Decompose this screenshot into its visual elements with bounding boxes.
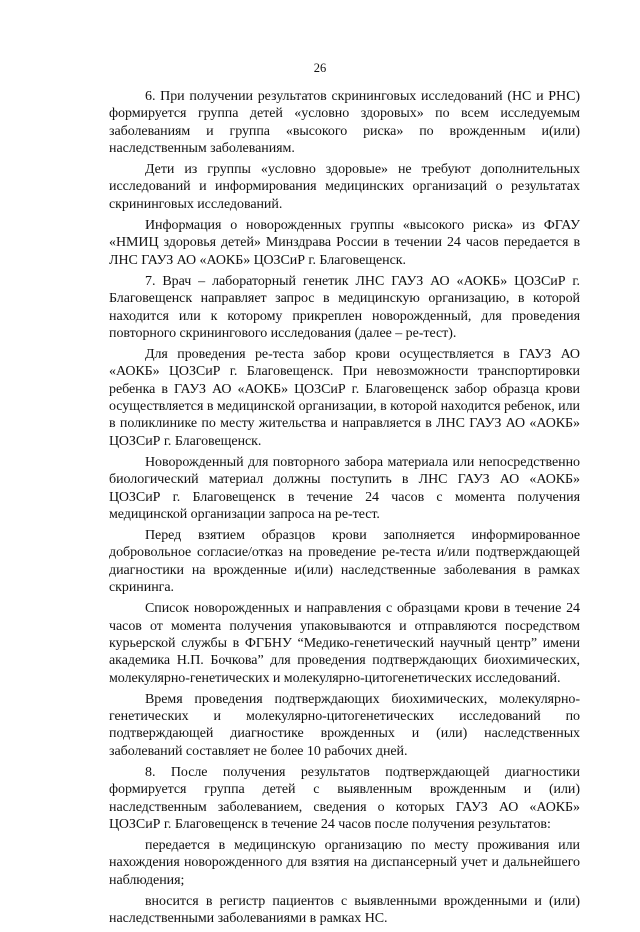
paragraph-sample-shipping: Список новорожденных и направления с образцами крови в течение 24 часов от момента получения упаковываются и отправляются посредством курьерской службы в ФГБНУ “Медико-генетический научный центр” имени академика Н.П. Бочкова” для проведения подтверждающих биохимических, молекулярно-генетических и молекулярно-цитогенетических исследований. xyxy=(109,601,580,686)
paragraph-informed-consent: Перед взятием образцов крови заполняется информированное добровольное согласие/отказ на проведение ре-теста и/или подтверждающей диагностики на врожденные и(или) наследственные заболевания в рамках скрининга. xyxy=(109,528,580,596)
page-number: 26 xyxy=(313,61,327,75)
paragraph-conditionally-healthy: Дети из группы «условно здоровые» не требуют дополнительных исследований и информирования медицинских организаций о результатах скрининговых исследований. xyxy=(109,162,580,212)
paragraph-repeat-sample-delivery: Новорожденный для повторного забора материала или непосредственно биологический материал должны поступить в ЛНС ГАУЗ АО «АОКБ» ЦОЗСиР г. Благовещенск в течение 24 часов с момента получения медицинской организации запроса на ре-тест. xyxy=(109,454,580,522)
paragraph-transfer-to-clinic: передается в медицинскую организацию по месту проживания или нахождения новорожденного для взятия на диспансерный учет и дальнейшего наблюдения; xyxy=(109,838,580,888)
paragraph-6-screening-groups: 6. При получении результатов скрининговых исследований (НС и РНС) формируется группа детей «условно здоровых» по всем исследуемым заболеваниям и группа «высокого риска» по врожденным и(или) наследственным заболеваниям. xyxy=(109,89,580,156)
paragraph-patient-registry: вносится в регистр пациентов с выявленными врожденными и (или) наследственными заболеваниями в рамках НС. xyxy=(109,894,580,927)
paragraph-high-risk-information: Информация о новорожденных группы «высокого риска» из ФГАУ «НМИЦ здоровья детей» Минздрава России в течении 24 часов передается в ЛНС ГАУЗ АО «АОКБ» ЦОЗСиР г. Благовещенск. xyxy=(109,218,580,268)
paragraph-retest-blood-collection: Для проведения ре-теста забор крови осуществляется в ГАУЗ АО «АОКБ» ЦОЗСиР г. Благовещенск. При невозможности транспортировки ребенка в ГАУЗ АО «АОКБ» ЦОЗСиР г. Благовещенск забор образца крови осуществляется в медицинской организации, в которой находится ребенок, или в поликлинике по месту жительства и направляется в ЛНС ГАУЗ АО «АОКБ» ЦОЗСиР г. Благовещенск. xyxy=(109,347,580,449)
document-body xyxy=(109,88,580,932)
paragraph-confirmation-timing: Время проведения подтверждающих биохимических, молекулярно-генетических и молекулярно-цитогенетических исследований по подтверждающей диагностике врожденных и (или) наследственных заболеваний составляет не более 10 рабочих дней. xyxy=(109,691,580,759)
paragraph-8-confirmed-group: 8. После получения результатов подтверждающей диагностики формируется группа детей с выявленным врожденным и (или) наследственным заболеванием, сведения о которых ГАУЗ АО «АОКБ» ЦОЗСиР г. Благовещенск в течение 24 часов после получения результатов: xyxy=(109,764,580,832)
paragraph-7-retest-request: 7. Врач – лабораторный генетик ЛНС ГАУЗ АО «АОКБ» ЦОЗСиР г. Благовещенск направляет запрос в медицинскую организацию, в которой находится или к которому прикреплен новорожденный, для проведения повторного скринингового исследования (далее – ре-тест). xyxy=(109,273,580,341)
